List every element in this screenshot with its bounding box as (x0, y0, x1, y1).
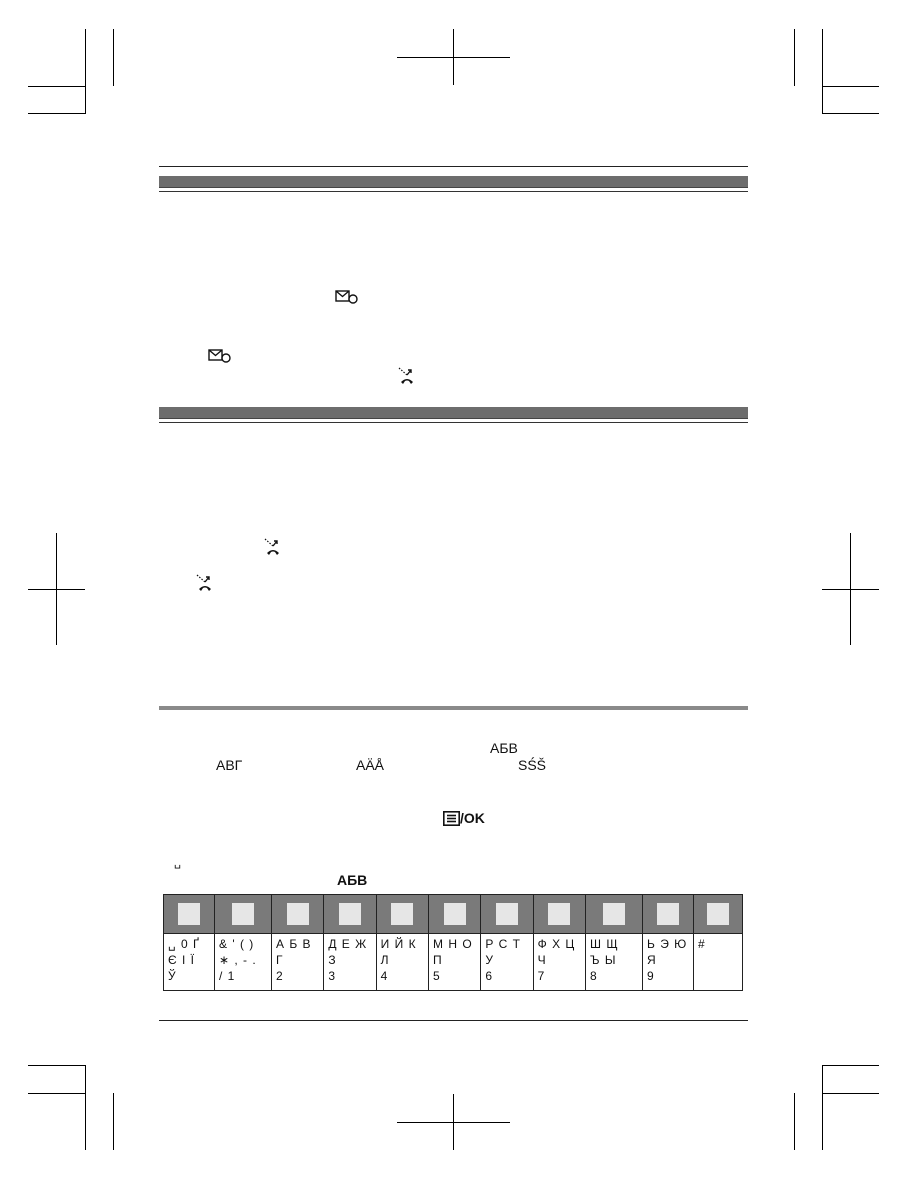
chars-key-5 (428, 934, 480, 991)
char-line: ␣ 0 Ґ (168, 937, 200, 951)
key-2-header (272, 895, 324, 934)
key-8-symbol (603, 903, 625, 925)
char-line: М Н О (432, 937, 473, 951)
char-line: Я (647, 953, 657, 967)
section-3-heading-bar (159, 706, 748, 710)
key-0-header (164, 895, 215, 934)
mode-label: АБВ (337, 872, 368, 888)
char-line: Ь Э Ю (647, 937, 688, 951)
chars-key-0 (164, 934, 215, 991)
footer-rule (159, 1020, 748, 1021)
sample-cyrillic-caps: АБВ (490, 740, 518, 756)
chars-key-7 (533, 934, 585, 991)
section-1-heading-bar (159, 176, 748, 188)
char-line: Р С Т (485, 937, 521, 951)
key-7-header (533, 895, 585, 934)
char-line: 8 (590, 969, 598, 983)
sample-cyrillic-alt: АВГ (216, 757, 243, 773)
char-line: ∗ , - . (219, 953, 257, 967)
char-line: 3 (328, 969, 337, 983)
char-line: 2 (276, 969, 284, 983)
key-1-symbol (232, 903, 254, 925)
section-2-heading-bar (159, 407, 748, 419)
section-2-underline (159, 422, 748, 423)
key-6-symbol (496, 903, 518, 925)
key-5-header (428, 895, 480, 934)
chars-key-9 (643, 934, 694, 991)
key-9-header (643, 895, 694, 934)
char-line: П (432, 953, 443, 967)
section-1-underline (159, 191, 748, 192)
char-line: 9 (647, 969, 655, 983)
voice-message-icon (335, 290, 359, 304)
chars-key-2 (272, 934, 324, 991)
char-line: / 1 (219, 969, 236, 983)
chars-key-hash (694, 934, 743, 991)
key-hash-symbol (707, 903, 729, 925)
missed-call-icon (264, 538, 282, 556)
char-line: 5 (432, 969, 441, 983)
key-hash-header (694, 895, 743, 934)
char-line: Ч (537, 953, 547, 967)
key-3-symbol (339, 903, 361, 925)
sample-latin-accent-s: SŚŠ (518, 757, 547, 773)
menu-ok-icon (443, 811, 460, 826)
char-line: Л (380, 953, 390, 967)
chars-key-1 (215, 934, 272, 991)
chars-key-8 (586, 934, 643, 991)
char-row (164, 934, 743, 991)
char-line: Ф Х Ц (537, 937, 576, 951)
char-line: З (328, 953, 337, 967)
character-table (163, 894, 743, 991)
key-9-symbol (657, 903, 679, 925)
key-3-header (324, 895, 376, 934)
char-line: Д Е Ж (328, 937, 368, 951)
char-line: 4 (380, 969, 389, 983)
missed-call-icon (398, 367, 416, 385)
chars-key-4 (376, 934, 428, 991)
header-rule (159, 166, 748, 167)
space-symbol: ␣ (174, 857, 181, 869)
key-4-symbol (391, 903, 413, 925)
key-5-symbol (444, 903, 466, 925)
key-0-symbol (178, 903, 200, 925)
chars-key-6 (481, 934, 533, 991)
char-line: А Б В (276, 937, 312, 951)
char-line: 7 (537, 969, 546, 983)
char-line: И Й К (380, 937, 417, 951)
key-2-symbol (287, 903, 309, 925)
chars-key-3 (324, 934, 376, 991)
char-line: # (698, 937, 706, 951)
key-1-header (215, 895, 272, 934)
char-line: 6 (485, 969, 493, 983)
key-8-header (586, 895, 643, 934)
key-4-header (376, 895, 428, 934)
char-line: Є І Ї (168, 953, 195, 967)
char-line: Г (276, 953, 284, 967)
ok-key-label: /OK (460, 810, 485, 826)
char-line: Ш Щ (590, 937, 619, 951)
voice-message-icon (208, 349, 232, 363)
sample-latin-accent-a: AÄÅ (356, 757, 385, 773)
key-6-header (481, 895, 533, 934)
char-line: У (485, 953, 494, 967)
char-line: & ' ( ) (219, 937, 255, 951)
key-row (164, 895, 743, 934)
char-line: Ў (168, 969, 177, 983)
key-7-symbol (548, 903, 570, 925)
missed-call-icon (196, 574, 214, 592)
char-line: Ъ Ы (590, 953, 617, 967)
